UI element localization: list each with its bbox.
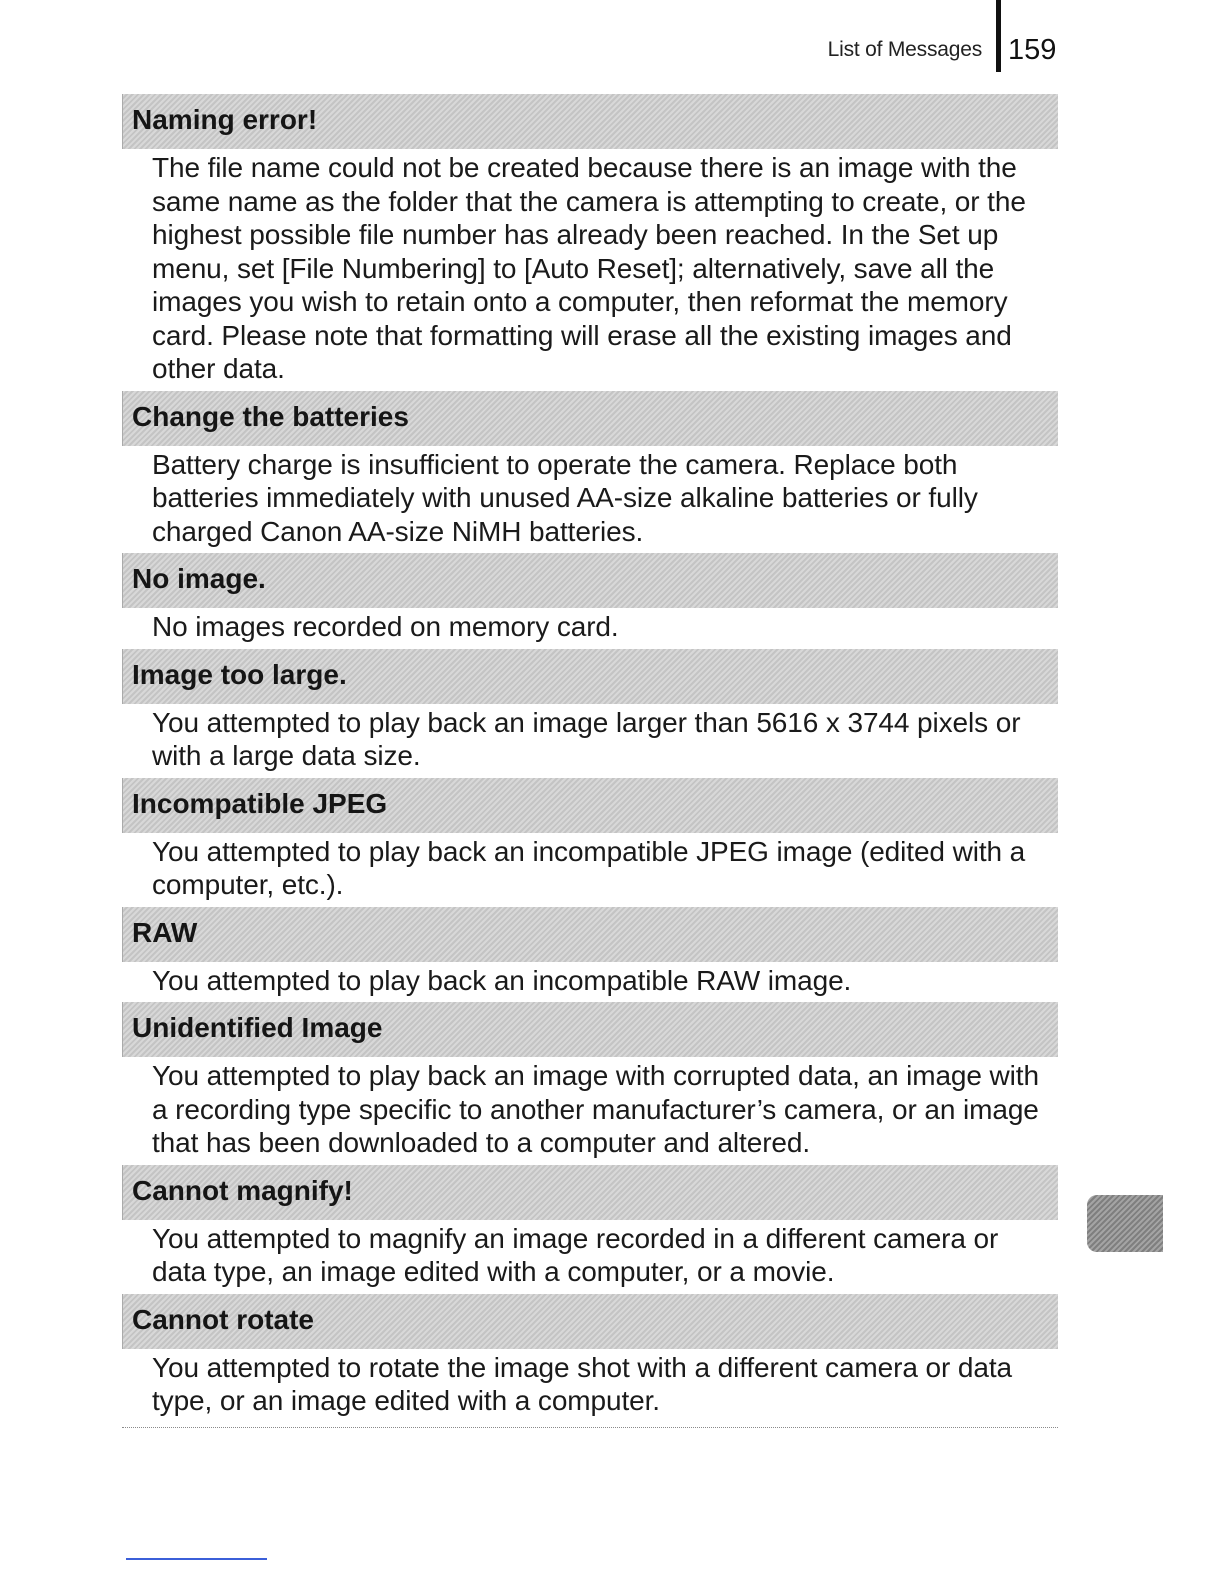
message-no-image	[122, 553, 1058, 649]
message-cannot-rotate	[122, 1294, 1058, 1423]
message-raw	[122, 907, 1058, 1003]
page-number: 159	[1008, 34, 1057, 66]
message-title: Image too large.	[122, 649, 1058, 704]
section-title: List of Messages	[827, 38, 982, 61]
message-image-too-large	[122, 649, 1058, 778]
message-unidentified-image	[122, 1002, 1058, 1165]
message-title: Incompatible JPEG	[122, 778, 1058, 833]
message-description: Battery charge is insufficient to operate the camera. Replace both batteries immediately with unused AA-size alkaline batteries or fully charged Canon AA-size NiMH batteries.	[152, 448, 978, 547]
message-description: You attempted to magnify an image recorded in a different camera or data type, an image edited with a computer, or a movie.	[152, 1222, 999, 1287]
message-cannot-magnify	[122, 1165, 1058, 1294]
message-description: No images recorded on memory card.	[152, 611, 619, 642]
header-divider	[996, 0, 1001, 72]
message-description: You attempted to play back an image larger than 5616 x 3744 pixels or with a large data size.	[152, 706, 1021, 771]
message-title: Cannot magnify!	[122, 1165, 1058, 1220]
message-list	[122, 94, 1058, 1428]
message-description: You attempted to play back an incompatible RAW image.	[152, 964, 852, 996]
message-naming-error	[122, 94, 1058, 391]
message-title: Cannot rotate	[122, 1294, 1058, 1349]
message-description: The file name could not be created because there is an image with the same name as the folder that the camera is attempting to create, or the highest possible file number has already been reached. In the Set up menu, set [File Numbering] to [Auto Reset]; alternatively, save all the images you wish to retain onto a computer, then reformat the memory card. Please note that formatting will erase all the existing images and other data.	[152, 152, 1026, 384]
message-description: You attempted to play back an incompatible JPEG image (edited with a computer, etc.).	[152, 835, 1026, 900]
message-title: RAW	[122, 907, 1058, 962]
message-title: No image.	[122, 553, 1058, 608]
footer-link-underline	[126, 1558, 267, 1560]
chapter-thumb-tab	[1087, 1195, 1163, 1252]
message-description: You attempted to rotate the image shot with a different camera or data type, or an image edited with a computer.	[152, 1351, 1012, 1416]
message-title: Naming error!	[122, 94, 1058, 149]
section-end-divider	[122, 1427, 1058, 1428]
page-header	[0, 0, 1224, 80]
message-title: Change the batteries	[122, 391, 1058, 446]
message-change-batteries	[122, 391, 1058, 554]
message-title: Unidentified Image	[122, 1002, 1058, 1057]
message-description: You attempted to play back an image with corrupted data, an image with a recording type specific to another manufacturer’s camera, or an image that has been downloaded to a computer and altered.	[152, 1060, 1039, 1158]
message-incompatible-jpeg	[122, 778, 1058, 907]
